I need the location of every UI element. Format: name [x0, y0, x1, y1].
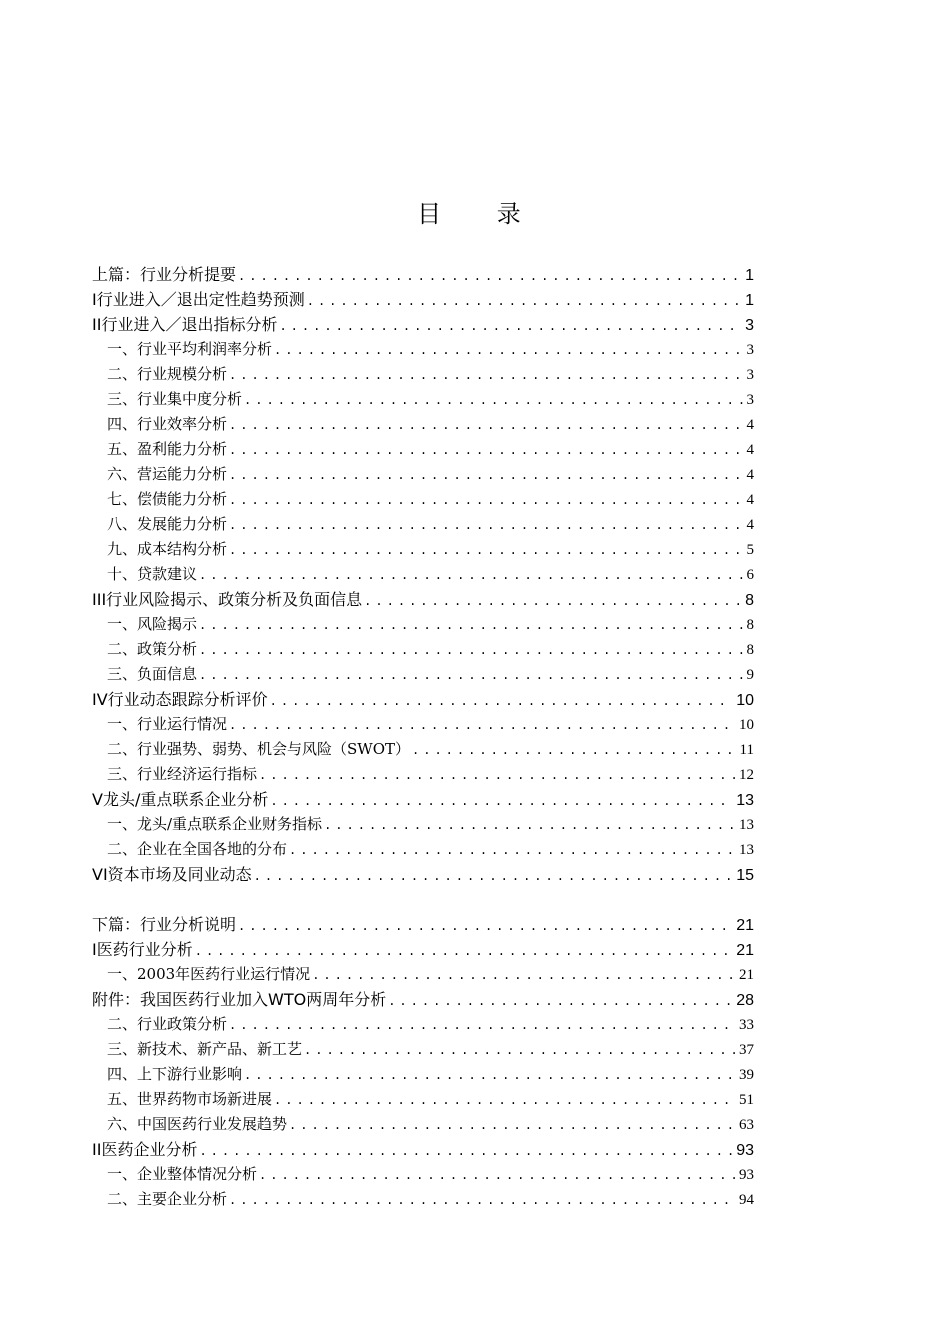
table-of-contents — [92, 262, 754, 1212]
dot-leader — [195, 939, 732, 964]
toc-page-number: 6 — [746, 567, 754, 583]
toc-entry-title: 七、偿债能力分析 — [107, 490, 228, 508]
dot-leader — [229, 488, 742, 513]
toc-page-number: 3 — [746, 367, 754, 383]
toc-page-number: 10 — [736, 692, 754, 709]
toc-entry-title: 十、贷款建议 — [107, 565, 198, 583]
dot-leader — [229, 438, 742, 463]
dot-leader — [254, 864, 733, 889]
toc-subsection-entry[interactable] — [92, 512, 754, 537]
dot-leader — [244, 1063, 735, 1088]
dot-leader — [274, 1088, 735, 1113]
toc-subsection-entry[interactable] — [92, 637, 754, 662]
toc-page-number: 33 — [739, 1017, 754, 1033]
dot-leader — [312, 963, 735, 988]
toc-subsection-entry[interactable] — [92, 1162, 754, 1187]
toc-entry-title: 一、风险揭示 — [107, 615, 198, 633]
dot-leader — [364, 589, 741, 614]
toc-page-number: 1 — [745, 267, 754, 284]
dot-leader — [289, 838, 735, 863]
toc-entry-title: 九、成本结构分析 — [107, 540, 228, 558]
dot-leader — [307, 289, 741, 314]
toc-subsection-entry[interactable] — [92, 462, 754, 487]
toc-section-entry[interactable] — [92, 862, 754, 887]
toc-page-number: 4 — [746, 492, 754, 508]
dot-leader — [229, 513, 742, 538]
dot-leader — [304, 1038, 735, 1063]
dot-leader — [199, 613, 742, 638]
toc-entry-title: 下篇：行业分析说明 — [92, 915, 237, 934]
dot-leader — [229, 363, 742, 388]
toc-subsection-entry[interactable] — [92, 737, 754, 762]
toc-page-number: 94 — [739, 1192, 754, 1208]
toc-title: 目 录 — [417, 200, 545, 228]
dot-leader — [229, 1013, 735, 1038]
toc-page-number: 39 — [739, 1067, 754, 1083]
toc-page-number: 13 — [739, 842, 754, 858]
toc-page-number: 13 — [736, 792, 754, 809]
toc-section-entry[interactable] — [92, 987, 754, 1012]
dot-leader — [289, 1113, 735, 1138]
toc-page-number: 93 — [736, 1142, 754, 1159]
toc-subsection-entry[interactable] — [92, 1087, 754, 1112]
toc-page-number: 28 — [736, 992, 754, 1009]
toc-entry-title: 五、世界药物市场新进展 — [107, 1090, 273, 1108]
dot-leader — [270, 789, 732, 814]
toc-subsection-entry[interactable] — [92, 962, 754, 987]
toc-subsection-entry[interactable] — [92, 812, 754, 837]
toc-subsection-entry[interactable] — [92, 412, 754, 437]
toc-page-number: 4 — [746, 417, 754, 433]
dot-leader — [259, 1163, 735, 1188]
toc-entry-title: 三、负面信息 — [107, 665, 198, 683]
toc-spacer — [92, 887, 754, 912]
dot-leader — [238, 264, 741, 289]
toc-page-number: 93 — [739, 1167, 754, 1183]
toc-entry-title: II医药企业分析 — [92, 1140, 198, 1159]
toc-entry-title: III行业风险揭示、政策分析及负面信息 — [92, 590, 363, 609]
toc-entry-title: 六、中国医药行业发展趋势 — [107, 1115, 288, 1133]
dot-leader — [229, 1188, 735, 1213]
dot-leader — [274, 338, 742, 363]
toc-page-number: 11 — [739, 742, 754, 758]
toc-entry-title: VI资本市场及同业动态 — [92, 865, 252, 884]
dot-leader — [199, 663, 742, 688]
toc-page-number: 37 — [739, 1042, 754, 1058]
toc-section-entry[interactable] — [92, 687, 754, 712]
toc-entry-title: 三、新技术、新产品、新工艺 — [107, 1040, 303, 1058]
dot-leader — [199, 638, 742, 663]
dot-leader — [238, 914, 732, 939]
toc-entry-title: I医药行业分析 — [92, 940, 193, 959]
toc-entry-title: 四、上下游行业影响 — [107, 1065, 243, 1083]
toc-subsection-entry[interactable] — [92, 762, 754, 787]
toc-subsection-entry[interactable] — [92, 662, 754, 687]
dot-leader — [229, 463, 742, 488]
toc-page-number: 8 — [745, 592, 754, 609]
toc-entry-title: 五、盈利能力分析 — [107, 440, 228, 458]
toc-page-number: 1 — [745, 292, 754, 309]
dot-leader — [244, 388, 742, 413]
toc-section-entry[interactable] — [92, 937, 754, 962]
toc-entry-title: 附件：我国医药行业加入WTO两周年分析 — [92, 990, 387, 1009]
toc-section-entry[interactable] — [92, 287, 754, 312]
toc-page-number: 21 — [736, 917, 754, 934]
toc-subsection-entry[interactable] — [92, 337, 754, 362]
toc-page-number: 63 — [739, 1117, 754, 1133]
toc-subsection-entry[interactable] — [92, 712, 754, 737]
toc-subsection-entry[interactable] — [92, 362, 754, 387]
dot-leader — [412, 738, 736, 763]
toc-subsection-entry[interactable] — [92, 1112, 754, 1137]
toc-entry-title: 二、行业政策分析 — [107, 1015, 228, 1033]
toc-entry-title: 二、政策分析 — [107, 640, 198, 658]
dot-leader — [279, 314, 741, 339]
toc-subsection-entry[interactable] — [92, 537, 754, 562]
toc-page-number: 3 — [746, 342, 754, 358]
toc-page-number: 3 — [745, 317, 754, 334]
toc-entry-title: 二、企业在全国各地的分布 — [107, 840, 288, 858]
toc-section-entry[interactable] — [92, 912, 754, 937]
dot-leader — [229, 413, 742, 438]
toc-subsection-entry[interactable] — [92, 1187, 754, 1212]
dot-leader — [324, 813, 735, 838]
toc-entry-title: 一、企业整体情况分析 — [107, 1165, 258, 1183]
toc-entry-title: IV行业动态跟踪分析评价 — [92, 690, 268, 709]
toc-page-number: 8 — [746, 617, 754, 633]
toc-section-entry[interactable] — [92, 587, 754, 612]
toc-subsection-entry[interactable] — [92, 387, 754, 412]
dot-leader — [199, 563, 742, 588]
toc-section-entry[interactable] — [92, 1137, 754, 1162]
toc-section-entry[interactable] — [92, 312, 754, 337]
toc-page-number: 4 — [746, 442, 754, 458]
toc-entry-title: 二、行业规模分析 — [107, 365, 228, 383]
dot-leader — [229, 713, 735, 738]
toc-entry-title: 二、行业强势、弱势、机会与风险（SWOT） — [107, 740, 410, 758]
dot-leader — [270, 689, 733, 714]
toc-entry-title: 二、主要企业分析 — [107, 1190, 228, 1208]
toc-section-entry[interactable] — [92, 787, 754, 812]
toc-page-number: 21 — [736, 942, 754, 959]
toc-page-number: 13 — [739, 817, 754, 833]
toc-entry-title: V龙头/重点联系企业分析 — [92, 790, 269, 809]
toc-subsection-entry[interactable] — [92, 487, 754, 512]
toc-page-number: 12 — [739, 767, 754, 783]
toc-entry-title: 四、行业效率分析 — [107, 415, 228, 433]
toc-entry-title: 八、发展能力分析 — [107, 515, 228, 533]
toc-page-number: 8 — [746, 642, 754, 658]
toc-page-number: 21 — [739, 967, 754, 983]
toc-entry-title: 一、龙头/重点联系企业财务指标 — [107, 815, 323, 833]
toc-entry-title: I行业进入／退出定性趋势预测 — [92, 290, 305, 309]
toc-page-number: 51 — [739, 1092, 754, 1108]
dot-leader — [199, 1139, 732, 1164]
toc-subsection-entry[interactable] — [92, 1062, 754, 1087]
toc-entry-title: 上篇：行业分析提要 — [92, 265, 237, 284]
toc-entry-title: 三、行业经济运行指标 — [107, 765, 258, 783]
toc-page-number: 4 — [746, 517, 754, 533]
dot-leader — [229, 538, 742, 563]
toc-section-entry[interactable] — [92, 262, 754, 287]
toc-subsection-entry[interactable] — [92, 1012, 754, 1037]
toc-page-number: 5 — [746, 542, 754, 558]
toc-subsection-entry[interactable] — [92, 612, 754, 637]
toc-subsection-entry[interactable] — [92, 562, 754, 587]
toc-page-number: 9 — [746, 667, 754, 683]
dot-leader — [259, 763, 735, 788]
toc-subsection-entry[interactable] — [92, 837, 754, 862]
toc-page-number: 3 — [746, 392, 754, 408]
toc-entry-title: 三、行业集中度分析 — [107, 390, 243, 408]
toc-entry-title: 六、营运能力分析 — [107, 465, 228, 483]
dot-leader — [388, 989, 732, 1014]
toc-page-number: 15 — [736, 867, 754, 884]
toc-entry-title: 一、2003年医药行业运行情况 — [107, 965, 311, 983]
toc-page-number: 10 — [739, 717, 754, 733]
toc-subsection-entry[interactable] — [92, 1037, 754, 1062]
toc-subsection-entry[interactable] — [92, 437, 754, 462]
toc-entry-title: II行业进入／退出指标分析 — [92, 315, 278, 334]
toc-entry-title: 一、行业运行情况 — [107, 715, 228, 733]
toc-page-number: 4 — [746, 467, 754, 483]
toc-entry-title: 一、行业平均利润率分析 — [107, 340, 273, 358]
